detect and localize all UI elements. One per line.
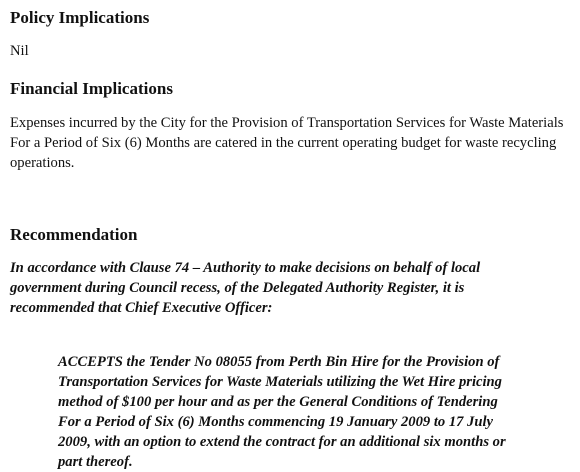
recommendation-line: government during Council recess, of the Delegated Authority Register, it is <box>10 280 465 296</box>
accepts-line: For a Period of Six (6) Months commencing 19 January 2009 to 17 July <box>58 414 494 430</box>
accepts-line: Transportation Services for Waste Materials utilizing the Wet Hire pricing <box>58 374 502 390</box>
financial-implications-heading: Financial Implications <box>10 79 173 98</box>
accepts-line: 2009, with an option to extend the contract for an additional six months or <box>58 434 506 450</box>
recommendation-line: In accordance with Clause 74 – Authority to make decisions on behalf of local <box>10 260 481 276</box>
accepts-line: part thereof. <box>58 454 133 470</box>
accepts-line: ACCEPTS the Tender No 08055 from Perth Bin Hire for the Provision of <box>58 354 500 370</box>
recommendation-text <box>10 258 480 318</box>
policy-implications-heading: Policy Implications <box>10 8 150 27</box>
policy-implications-text: Nil <box>10 43 29 59</box>
financial-implications-text: Expenses incurred by the City for the Provision of Transportation Services for Waste Materials For a Period of Six (6) Months are catered in the current operating budget for waste recycling operations. <box>10 115 564 171</box>
accepts-line: method of $100 per hour and as per the General Conditions of Tendering <box>58 394 498 410</box>
recommendation-line: recommended that Chief Executive Officer: <box>10 300 273 316</box>
recommendation-heading: Recommendation <box>10 225 138 244</box>
accepts-tender-text <box>58 352 506 472</box>
